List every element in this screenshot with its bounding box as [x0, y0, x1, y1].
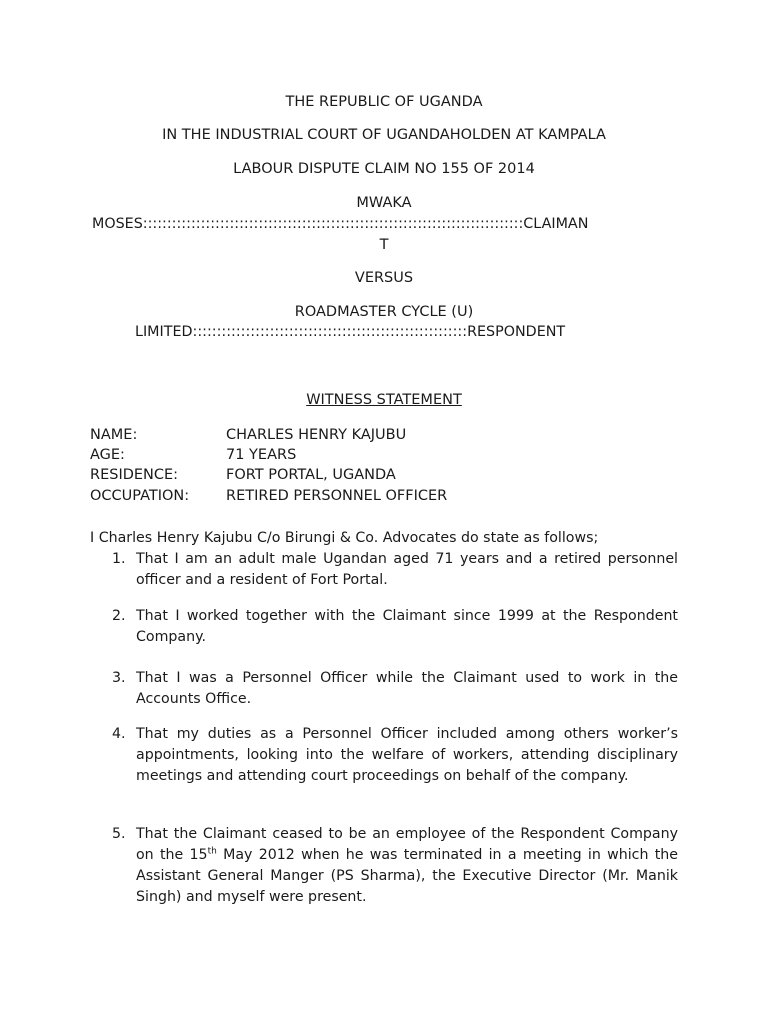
list-item-number: 3.	[112, 670, 126, 686]
claimant-name-line2: MOSES:::::::::::::::::::::::::::::::::::::::::::::::::::::::::::::::::::::::::::::::CLAIMAN	[92, 216, 589, 232]
list-item-number: 5.	[112, 826, 126, 842]
intro-statement: I Charles Henry Kajubu C/o Birungi & Co. Advocates do state as follows;	[90, 530, 599, 546]
court-heading: IN THE INDUSTRIAL COURT OF UGANDAHOLDEN AT KAMPALA	[162, 127, 606, 143]
respondent-name-line2: LIMITED:::::::::::::::::::::::::::::::::::::::::::::::::::::::::RESPONDENT	[135, 324, 566, 340]
list-item-text	[136, 824, 678, 908]
list-item-number: 4.	[112, 726, 126, 742]
claimant-name-line3: T	[379, 237, 389, 253]
list-item-text: That I was a Personnel Officer while the Claimant used to work in the Accounts Office.	[136, 670, 678, 707]
list-item	[112, 668, 678, 710]
residence-label: RESIDENCE:	[90, 467, 179, 483]
list-item	[112, 824, 678, 908]
ordinal-suffix: th	[207, 846, 217, 857]
age-value: 71 YEARS	[226, 447, 297, 463]
list-item-number: 2.	[112, 608, 126, 624]
name-row	[90, 425, 406, 445]
witness-statement-title	[90, 390, 678, 410]
list-item-text: That my duties as a Personnel Officer included among others worker’s appointments, looking into the welfare of workers, attending disciplinary meetings and attending court proceedings on behalf of the company.	[136, 726, 678, 784]
claim-number: LABOUR DISPUTE CLAIM NO 155 OF 2014	[233, 161, 535, 177]
list-item-text-part1: That the Claimant ceased to be an employee of the Respondent Company on the 15	[136, 826, 678, 863]
list-item-text-part2: May 2012 when he was terminated in a meeting in which the Assistant General Manger (PS Sharma), the Executive Director (Mr. Manik Singh) and myself were present.	[136, 847, 679, 905]
occupation-value: RETIRED PERSONNEL OFFICER	[226, 488, 448, 504]
list-item	[112, 549, 678, 591]
residence-value: FORT PORTAL, UGANDA	[226, 467, 396, 483]
list-item	[112, 606, 678, 648]
name-value: CHARLES HENRY KAJUBU	[226, 427, 407, 443]
name-label: NAME:	[90, 427, 138, 443]
occupation-row	[90, 486, 447, 506]
age-label: AGE:	[90, 447, 125, 463]
list-item-text: That I am an adult male Ugandan aged 71 years and a retired personnel officer and a resident of Fort Portal.	[136, 551, 678, 588]
list-item-text: That I worked together with the Claimant since 1999 at the Respondent Company.	[136, 608, 678, 645]
republic-heading: THE REPUBLIC OF UGANDA	[285, 94, 483, 110]
list-item	[112, 724, 678, 787]
witness-statement-title-text: WITNESS STATEMENT	[306, 392, 462, 408]
versus-label: VERSUS	[354, 270, 414, 286]
occupation-label: OCCUPATION:	[90, 488, 190, 504]
age-row	[90, 445, 296, 465]
list-item-number: 1.	[112, 551, 126, 567]
residence-row	[90, 465, 396, 485]
respondent-name-line1: ROADMASTER CYCLE (U)	[294, 304, 474, 320]
claimant-name-line1: MWAKA	[356, 195, 412, 211]
